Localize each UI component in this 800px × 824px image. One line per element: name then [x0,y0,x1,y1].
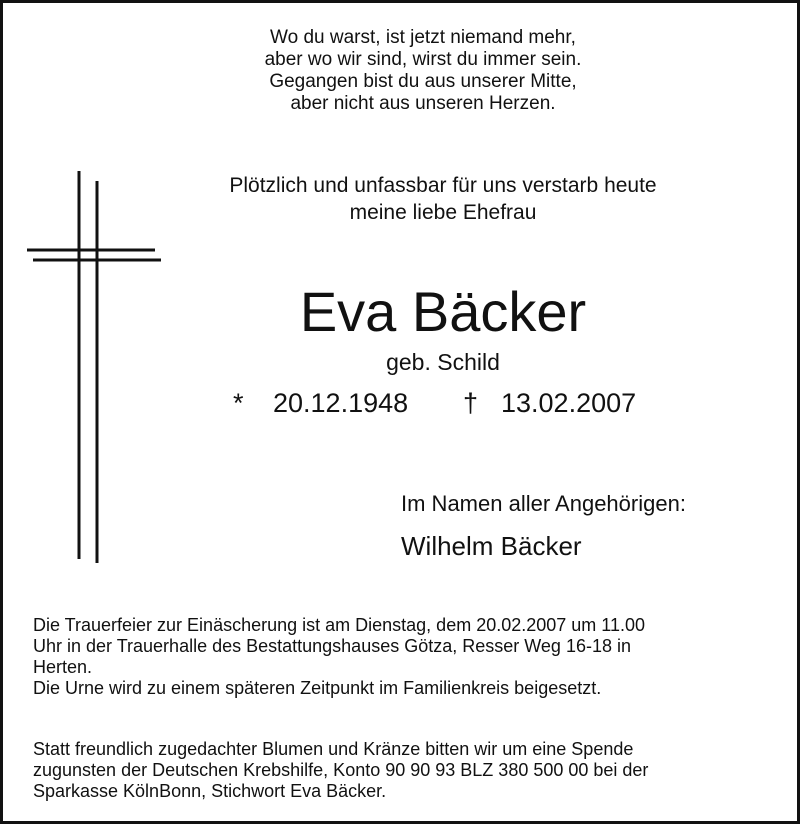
poem-line: aber nicht aus unseren Herzen. [290,93,556,114]
death-dagger-icon: † [463,388,479,418]
mourners-label: Im Namen aller Angehörigen: [401,491,686,516]
ceremony-paragraph [33,615,783,699]
donation-line: Sparkasse KölnBonn, Stichwort Eva Bäcker. [33,781,387,801]
death-date: 13.02.2007 [501,388,637,418]
deceased-name: Eva Bäcker [299,280,587,343]
intro-line: Plötzlich und unfassbar für uns verstarb heute [229,174,657,197]
birth-star-icon: * [233,388,244,418]
poem-line: Wo du warst, ist jetzt niemand mehr, [270,27,576,48]
birth-date: 20.12.1948 [273,388,409,418]
poem [163,27,683,115]
ceremony-line: Die Urne wird zu einem späteren Zeitpunkt im Familienkreis beigesetzt. [33,678,602,698]
donation-paragraph [33,739,783,802]
ceremony-line: Herten. [33,657,93,677]
intro-text [143,172,743,226]
maiden-name: geb. Schild [386,349,500,375]
mourner-name: Wilhelm Bäcker [401,531,582,561]
poem-line: Gegangen bist du aus unserer Mitte, [269,71,577,92]
ceremony-line: Die Trauerfeier zur Einäscherung ist am Dienstag, dem 20.02.2007 um 11.00 [33,615,645,635]
donation-line: zugunsten der Deutschen Krebshilfe, Konto 90 90 93 BLZ 380 500 00 bei der [33,760,649,780]
poem-line: aber wo wir sind, wirst du immer sein. [264,49,582,70]
cross-icon [23,167,163,567]
donation-line: Statt freundlich zugedachter Blumen und Kränze bitten wir um eine Spende [33,739,634,759]
intro-line: meine liebe Ehefrau [349,201,537,224]
ceremony-line: Uhr in der Trauerhalle des Bestattungshauses Götza, Resser Weg 16-18 in [33,636,631,656]
